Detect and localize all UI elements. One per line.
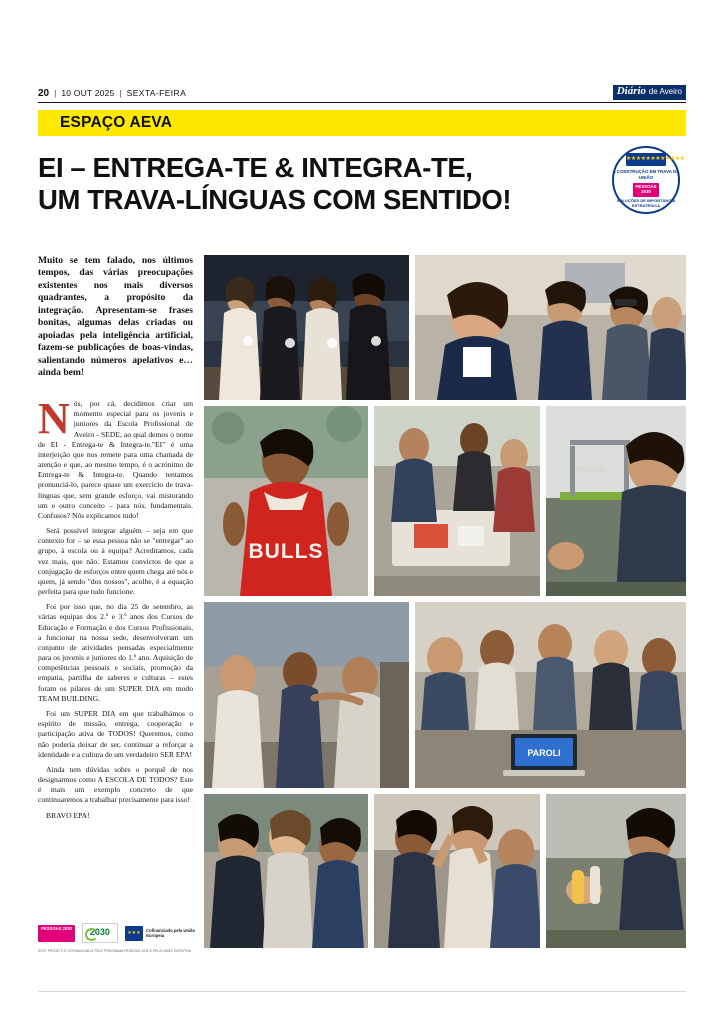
page-title — [38, 152, 568, 216]
photo-group-portrait-four-students — [204, 255, 409, 400]
eu-flag-icon — [626, 153, 685, 166]
svg-text:PAROLI: PAROLI — [527, 748, 561, 758]
swoosh-icon — [85, 928, 98, 941]
eu-funding-badge-icon — [612, 146, 685, 214]
headline-line-1: EI – ENTREGA-TE & INTEGRA-TE, — [38, 152, 473, 183]
photo-hands-building-task — [546, 794, 686, 948]
folio — [38, 88, 186, 102]
photo-students-sitting-circle-image — [204, 602, 409, 788]
photo-outdoor-table-activity — [374, 406, 540, 596]
folio-separator-2: | — [119, 88, 122, 98]
article-paragraph-4: Foi um SUPER DIA em que trabalhámos o espírito de missão, entrega, cooperação e participação ativa de TODOS! Queremos, como não poderia deixar de ser, continuar a reforçar a identidade e a cultura de um verdadeiro SER EPA! — [38, 708, 193, 759]
photo-outdoor-table-activity-image — [374, 406, 540, 596]
badge-bottom-text: SOLUÇÕES DE IMPORTÂNCIA ESTRATÉGICA — [616, 198, 676, 209]
svg-text:BULLS: BULLS — [248, 540, 324, 563]
bottom-divider — [38, 991, 686, 992]
masthead — [38, 80, 686, 103]
eu-flag-small-icon: ★★★ — [125, 926, 143, 941]
portugal-2030-label: 2030 — [89, 927, 110, 937]
eu-cofinance-logo — [125, 926, 203, 941]
article-paragraph-6: BRAVO EPA! — [46, 810, 90, 820]
publication-date: 10 OUT 2025 — [61, 88, 115, 98]
brand-logo-box — [613, 85, 686, 100]
article-body — [38, 394, 193, 826]
folio-separator-1: | — [54, 88, 57, 98]
photo-students-sitting-circle — [204, 602, 409, 788]
photo-team-game-table-laptop-image — [415, 602, 686, 788]
photo-students-celebrating — [374, 794, 540, 948]
section-bar — [38, 110, 686, 136]
photo-science-lab-experiment-image — [546, 406, 686, 596]
article-paragraph-5: Ainda tem dúvidas sobre o porquê de nos designarmos como A ESCOLA DE TODOS? Este é mais um exemplo concreto de que continuaremos a trabalhar precisamente para isso! — [38, 764, 193, 805]
photo-student-bulls-jersey-image — [204, 406, 368, 596]
funding-logos — [38, 918, 203, 948]
article-paragraph-3: Foi por isso que, no dia 25 de setembro, as várias equipas dos 2.º e 3.º anos dos Cursos de Educação e Formação e dos Cursos Profissionais, a funcionar na nossa sede, desenvolveram um conjunto de atividades pensadas especialmente para os juvenis e juniores do 1.º ano. Aquisição de competências pessoais e sociais, promoção da empatia, partilha de saberes e culturas – estes foram os pilares de um SUPER DIA em modo TEAM BUILDING. — [38, 602, 193, 703]
photo-classroom-boy-foreground — [415, 255, 686, 400]
badge-top-text: A CONSTRUÇÃO EM TRAVA DA UNIÃO — [612, 169, 680, 180]
headline-line-2: UM TRAVA-LÍNGUAS COM SENTIDO! — [38, 183, 512, 215]
photo-three-students-selfie — [204, 794, 368, 948]
photo-team-game-table-laptop — [415, 602, 686, 788]
article-paragraph-1 — [38, 394, 193, 521]
eu-cofinance-text: Cofinanciado pela União Europeia — [146, 927, 196, 938]
photo-hands-building-task-image — [546, 794, 686, 948]
brand-subtitle: de Aveiro — [648, 87, 682, 97]
weekday: SEXTA-FEIRA — [126, 88, 187, 98]
article-paragraph-2: Será possível integrar alguém – seja em que contexto for – se essa pessoa não se "entregar" ao grupo, à escola ou à equipa? Acreditamos, cada vez mais, que não. Estamos convictos de que a conjugação de esforços entre quem chega até nós e quem, já sendo "dos nossos", acolhe, é a equação perfeita para que tudo funcione. — [38, 526, 193, 597]
drop-cap: N — [38, 394, 70, 443]
eu-flag-stars: ★★★★★★★★★★★★ — [626, 156, 685, 162]
pessoas-2030-mark: PESSOAS 2030 — [633, 183, 659, 197]
photo-classroom-boy-foreground-image — [415, 255, 686, 400]
portugal-2030-logo — [82, 923, 118, 943]
photo-students-celebrating-image — [374, 794, 540, 948]
article-lead: Muito se tem falado, nos últimos tempos, das várias preocupações existentes nos mais diversos quadrantes, a propósito da integração. Apresentam-se frases bonitas, algumas delas criadas ou apoiadas pela inteligência artificial, fazem-se publicações de boas-vindas, salientando números apelativos e… ainda bem! — [38, 255, 193, 379]
photo-group-portrait-four-students-image — [204, 255, 409, 400]
paragraph-text-1: ós, por cá, decidimos criar um momento especial para os jovenis e juniores da Escola Profissional de Aveiro - SEDE, ao qual demos o nome de EI - Entrega-te & Integra-te."EI" é uma interjeição que nos remete para uma chamada de atenção e que, ao mesmo tempo, é o acrónimo de Entrega-te & Integra-te. Quando tentamos pronunciá-lo, parece quase um exercício de trava-línguas que, sem grande esforço, vai misturando um e outro conceito – para nós, fundamentais. Confusos? Nós explicamos tudo! — [38, 399, 193, 520]
brand-name: Diário — [616, 85, 647, 98]
photo-science-lab-experiment — [546, 406, 686, 596]
brand-logo — [613, 85, 686, 102]
photo-student-bulls-jersey — [204, 406, 368, 596]
pessoas-2030-logo: PESSOAS 2030 — [38, 925, 75, 942]
funding-note: ESTE PROJETO É COFINANCIADO PELO PROGRAMA PESSOAS 2030 E PELA UNIÃO EUROPEIA — [38, 949, 192, 953]
section-title: ESPAÇO AEVA — [60, 114, 173, 131]
photo-three-students-selfie-image — [204, 794, 368, 948]
page-number: 20 — [38, 88, 50, 99]
page-sheet — [22, 18, 702, 1006]
